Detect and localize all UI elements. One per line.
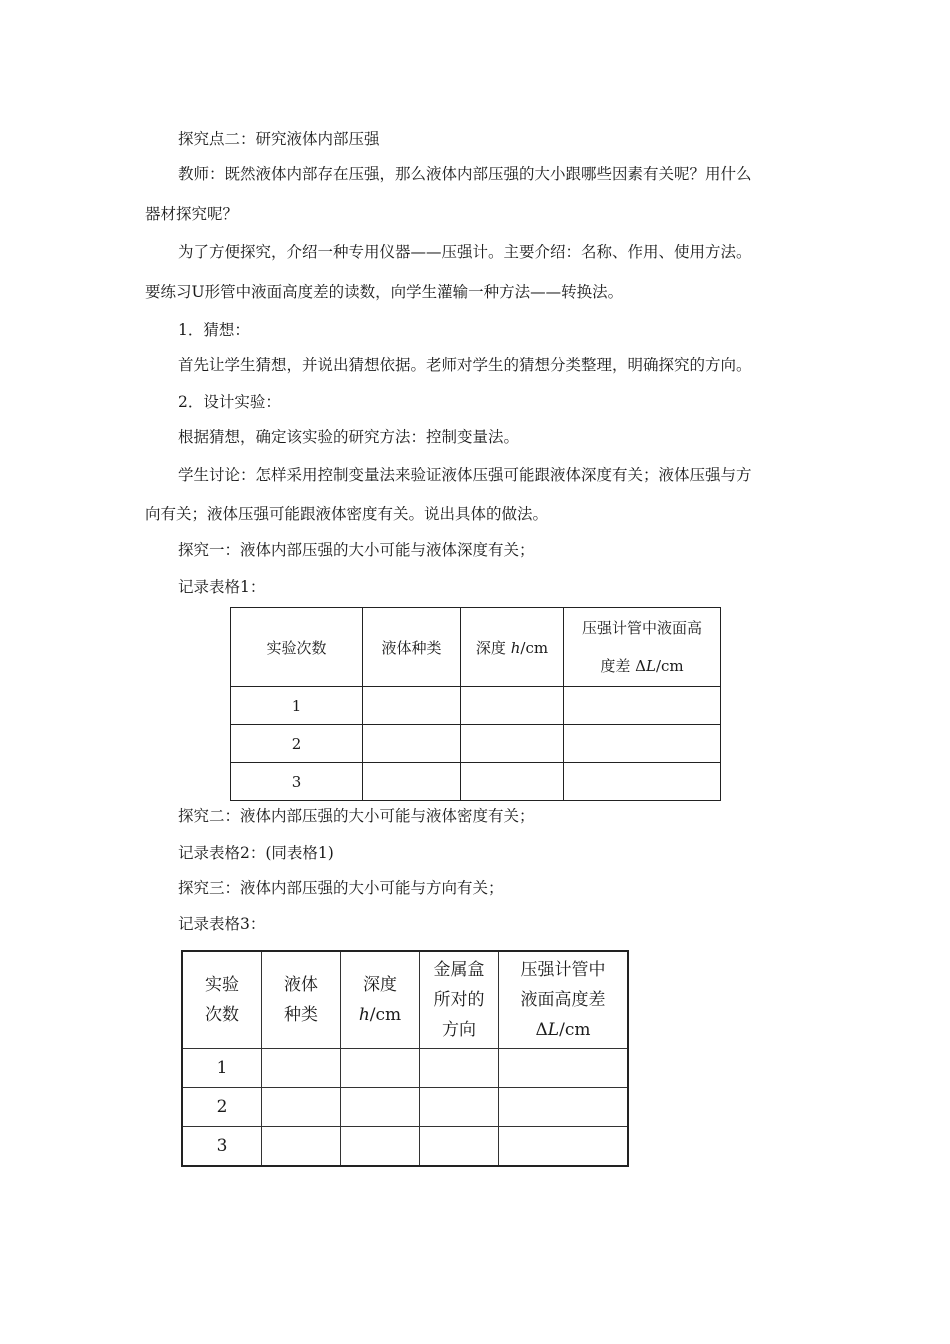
table-cell [262, 1127, 341, 1167]
record-table-1 [230, 607, 721, 801]
header-unit: /cm [559, 1020, 591, 1040]
header-text: 深度 [475, 638, 506, 657]
header-unit: /cm [369, 1005, 402, 1025]
table-header-cell [461, 608, 564, 687]
table-cell [363, 687, 461, 725]
table-header-cell [420, 951, 499, 1049]
table-cell [499, 1088, 629, 1127]
table-header-cell [341, 951, 420, 1049]
header-text: 度差 Δ [600, 657, 646, 675]
table-header-cell [262, 951, 341, 1049]
table-cell [461, 687, 564, 725]
paragraph-line: 根据猜想，确定该实验的研究方法：控制变量法。 [178, 428, 520, 446]
header-text: 所对的 [433, 990, 485, 1010]
table-cell [564, 725, 721, 763]
table-caption: 记录表格2：(同表格1) [178, 844, 334, 862]
paragraph-line: 学生讨论：怎样采用控制变量法来验证液体压强可能跟液体深度有关；液体压强与方 [178, 466, 752, 484]
table-header-cell [499, 951, 629, 1049]
table-header-cell: 实验次数 [231, 608, 363, 687]
table-cell: 3 [182, 1127, 262, 1167]
table-cell: 2 [231, 725, 363, 763]
table-cell [564, 687, 721, 725]
table-cell: 1 [231, 687, 363, 725]
table-cell [262, 1049, 341, 1088]
table-cell [499, 1127, 629, 1167]
header-text: 深度 [363, 975, 397, 995]
table-cell [341, 1127, 420, 1167]
table-cell [420, 1049, 499, 1088]
paragraph-line: 探究二：液体内部压强的大小可能与液体密度有关； [178, 807, 535, 825]
table-cell [499, 1049, 629, 1088]
section-heading: 探究点二：研究液体内部压强 [178, 130, 380, 148]
header-text: 压强计管中 [520, 960, 606, 980]
record-table-3 [181, 950, 629, 1167]
table-header-cell [564, 608, 721, 687]
header-text: 液面高度差 [520, 990, 606, 1010]
header-text: 方向 [442, 1020, 476, 1040]
table-cell [262, 1088, 341, 1127]
table-cell: 1 [182, 1049, 262, 1088]
table-cell [461, 763, 564, 801]
header-variable: h [510, 638, 521, 657]
paragraph-line: 向有关；液体压强可能跟液体密度有关。说出具体的做法。 [145, 505, 549, 523]
header-variable: L [645, 657, 656, 675]
table-cell: 3 [231, 763, 363, 801]
paragraph-line: 要练习U形管中液面高度差的读数，向学生灌输一种方法——转换法。 [145, 283, 624, 301]
table-caption: 记录表格1： [178, 578, 266, 596]
header-unit: /cm [655, 657, 684, 675]
table-cell [420, 1088, 499, 1127]
header-text: 液体 [284, 975, 318, 995]
header-text: 金属盒 [433, 960, 485, 980]
paragraph-line: 首先让学生猜想，并说出猜想依据。老师对学生的猜想分类整理，明确探究的方向。 [178, 356, 752, 374]
table-cell [341, 1049, 420, 1088]
table-cell [363, 725, 461, 763]
header-variable: h [358, 1005, 370, 1025]
header-text: 种类 [284, 1005, 318, 1025]
header-text: 次数 [205, 1005, 239, 1025]
paragraph-line: 为了方便探究，介绍一种专用仪器——压强计。主要介绍：名称、作用、使用方法。 [178, 243, 752, 261]
table-cell [341, 1088, 420, 1127]
step-heading: 1．猜想： [178, 321, 250, 339]
table-cell [461, 725, 564, 763]
table-cell [564, 763, 721, 801]
step-heading: 2．设计实验： [178, 393, 281, 411]
header-text: Δ [535, 1020, 548, 1040]
table-cell [420, 1127, 499, 1167]
table-cell: 2 [182, 1088, 262, 1127]
table-header-cell [182, 951, 262, 1049]
paragraph-line: 探究一：液体内部压强的大小可能与液体深度有关； [178, 541, 535, 559]
header-text: 实验 [205, 975, 239, 995]
header-variable: L [547, 1020, 560, 1040]
table-caption: 记录表格3： [178, 915, 266, 933]
table-cell [363, 763, 461, 801]
paragraph-line: 探究三：液体内部压强的大小可能与方向有关； [178, 879, 504, 897]
header-text: 压强计管中液面高 [581, 619, 702, 637]
header-unit: /cm [520, 638, 549, 657]
table-header-cell: 液体种类 [363, 608, 461, 687]
paragraph-line: 器材探究呢？ [145, 205, 239, 223]
paragraph-line: 教师：既然液体内部存在压强，那么液体内部压强的大小跟哪些因素有关呢？用什么 [178, 165, 752, 183]
